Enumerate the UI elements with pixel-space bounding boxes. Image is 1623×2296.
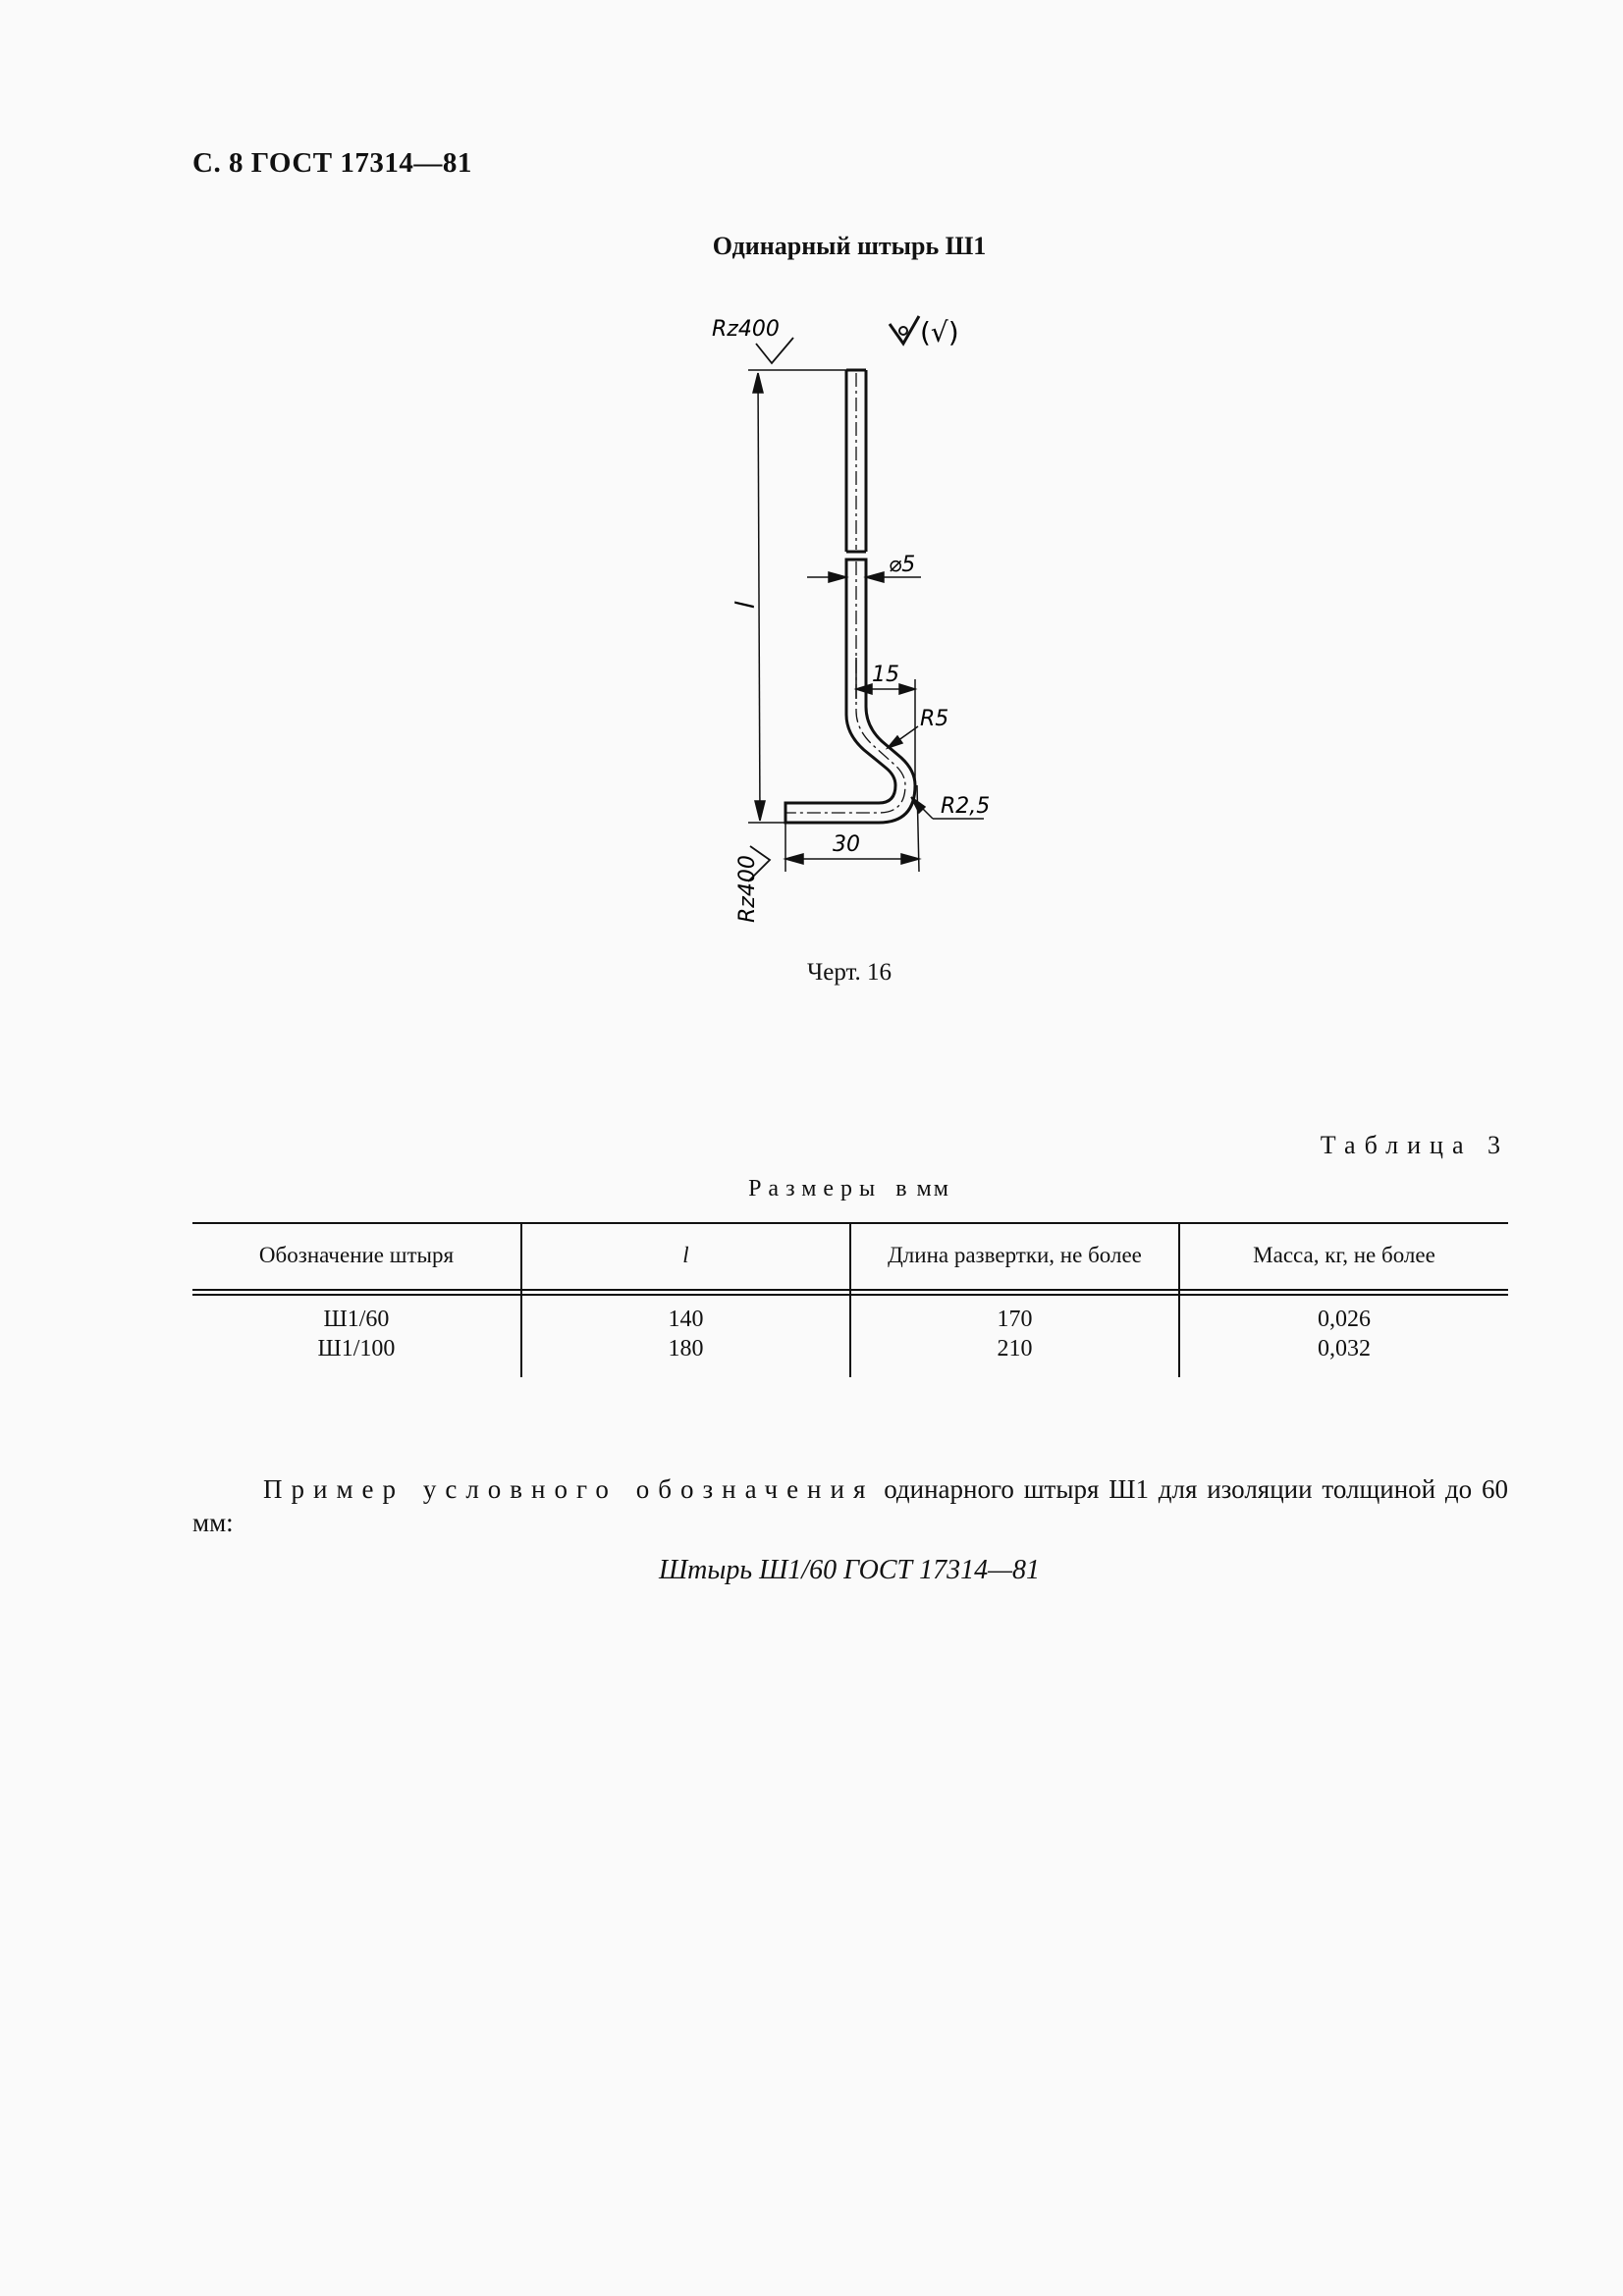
table-cell: 140 bbox=[668, 1307, 704, 1332]
diameter-label: ⌀5 bbox=[889, 553, 916, 577]
figure-caption: Черт. 16 bbox=[806, 959, 893, 986]
example-paragraph bbox=[192, 1472, 1508, 1539]
col-designation bbox=[192, 1305, 520, 1363]
dimensions-table bbox=[192, 1222, 1508, 1377]
dim-15-label: 15 bbox=[872, 663, 899, 687]
units-label bbox=[0, 1176, 1623, 1202]
pin-lower-body bbox=[785, 560, 915, 823]
figure-title: Одинарный штырь Ш1 bbox=[712, 232, 987, 260]
general-roughness-label: (√) bbox=[920, 316, 959, 348]
radius-inner-label: R2,5 bbox=[941, 794, 991, 819]
table-cell: Ш1/100 bbox=[317, 1336, 396, 1362]
table-cell: 170 bbox=[997, 1307, 1033, 1332]
col-length bbox=[522, 1305, 849, 1363]
pin-drawing bbox=[707, 304, 1060, 933]
table-cell: Ш1/60 bbox=[323, 1307, 390, 1332]
col-header-designation: Обозначение штыря bbox=[258, 1243, 455, 1267]
table-cell: 180 bbox=[668, 1336, 704, 1362]
radius-outer-label: R5 bbox=[920, 707, 949, 731]
table-cell: 0,032 bbox=[1318, 1336, 1371, 1362]
dim-30 bbox=[785, 785, 919, 872]
table-cell: 210 bbox=[997, 1336, 1033, 1362]
general-roughness-sign bbox=[890, 316, 919, 344]
units-unit: в мм bbox=[895, 1176, 950, 1201]
dim-30-label: 30 bbox=[833, 832, 860, 857]
col-header-development-length: Длина развертки, не более bbox=[888, 1243, 1142, 1267]
roughness-label-top: Rz400 bbox=[712, 317, 780, 342]
length-label: l bbox=[730, 601, 761, 610]
example-lead: Пример условного обозначения bbox=[263, 1474, 875, 1504]
example-designation: Штырь Ш1/60 ГОСТ 17314—81 bbox=[658, 1555, 1041, 1585]
col-development-length bbox=[851, 1305, 1178, 1363]
table-label: Таблица 3 bbox=[1320, 1131, 1509, 1159]
col-mass bbox=[1180, 1305, 1508, 1363]
col-header-mass: Масса, кг, не более bbox=[1253, 1243, 1435, 1267]
example-text: одинарного штыря Ш1 для изоляции толщиной до 60 мм: bbox=[192, 1474, 1508, 1537]
table-cell: 0,026 bbox=[1318, 1307, 1371, 1332]
radius-outer-leader bbox=[888, 726, 918, 748]
roughness-label-bottom: Rz400 bbox=[735, 855, 760, 923]
page-header: С. 8 ГОСТ 17314—81 bbox=[192, 147, 472, 179]
col-header-length: l bbox=[682, 1243, 689, 1267]
units-word: Размеры bbox=[748, 1176, 883, 1201]
length-dimension bbox=[748, 370, 846, 823]
